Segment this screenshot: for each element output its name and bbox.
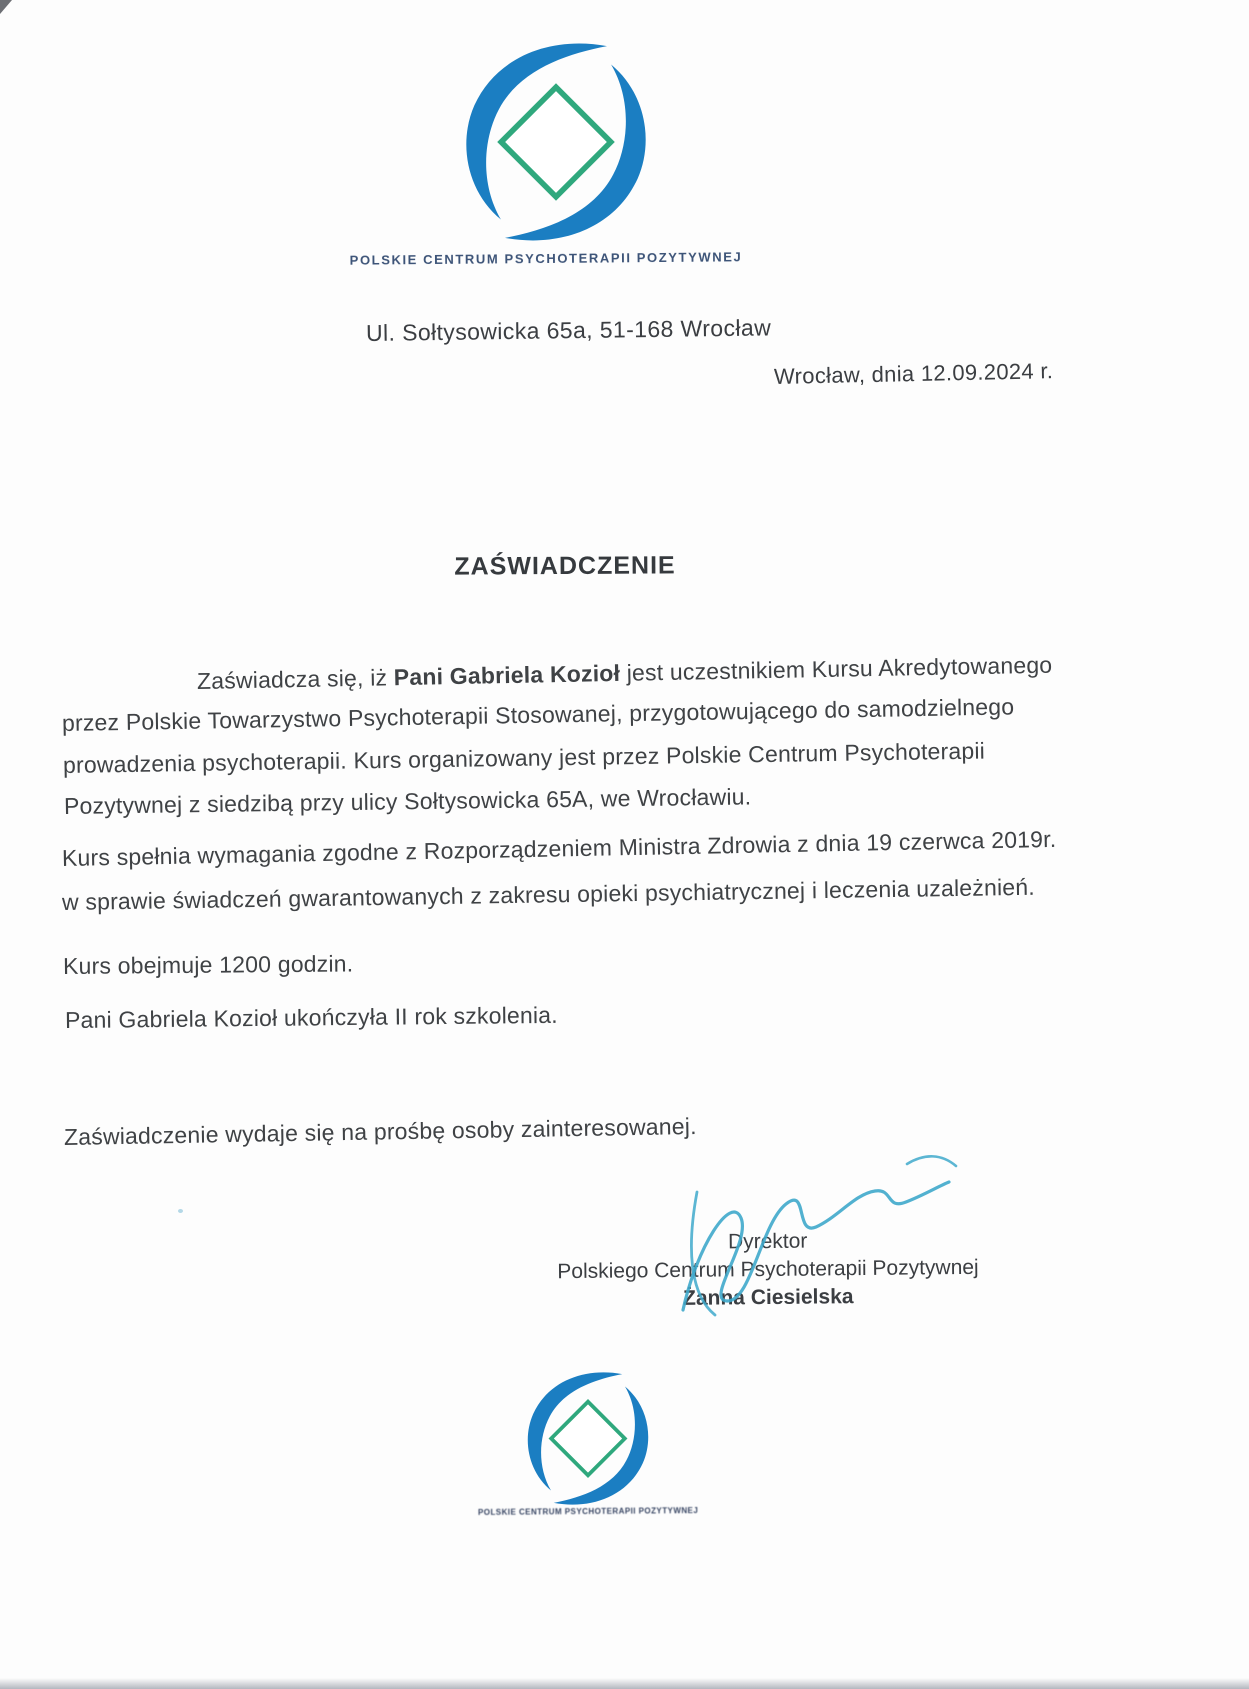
scan-bottom-edge xyxy=(0,1678,1249,1689)
signature-org: Polskiego Centrum Psychoterapii Pozytywnej xyxy=(557,1255,979,1284)
pcpp-logo-icon xyxy=(452,40,660,244)
body-line: Kurs spełnia wymagania zgodne z Rozporządzeniem Ministra Zdrowia z dnia 19 czerwca 2019r. xyxy=(61,825,1057,871)
signature-name: Żanna Ciesielska xyxy=(682,1285,854,1310)
footer-logo-caption: POLSKIE CENTRUM PSYCHOTERAPII POZYTYWNEJ xyxy=(477,1506,699,1517)
document-title: ZAŚWIADCZENIE xyxy=(454,551,676,581)
course-hours-line: Kurs obejmuje 1200 godzin. xyxy=(62,950,354,979)
participant-name: Pani Gabriela Kozioł xyxy=(393,659,621,691)
signature-role: Dyrektor xyxy=(727,1229,808,1254)
dateline: Wrocław, dnia 12.09.2024 r. xyxy=(773,358,1054,389)
p1-pre-text: Zaświadcza się, iż xyxy=(196,664,395,694)
body-line xyxy=(197,652,1053,695)
pcpp-logo-footer-icon xyxy=(518,1370,658,1507)
p1-rest-text: jest uczestnikiem Kursu Akredytowanego xyxy=(619,651,1053,686)
ink-speck xyxy=(178,1209,183,1213)
logo-caption: POLSKIE CENTRUM PSYCHOTERAPII POZYTYWNEJ xyxy=(349,249,743,268)
body-line: w sprawie świadczeń gwarantowanych z zakresu opieki psychiatrycznej i leczenia uzależnień. xyxy=(61,873,1036,915)
signature-block xyxy=(548,1226,989,1315)
body-line: prowadzenia psychoterapii. Kurs organizowany jest przez Polskie Centrum Psychoterapii xyxy=(62,737,986,778)
issuance-line: Zaświadczenie wydaje się na prośbę osoby zainteresowanej. xyxy=(63,1112,697,1150)
body-line: przez Polskie Towarzystwo Psychoterapii Stosowanej, przygotowującego do samodzielnego xyxy=(61,693,1015,736)
completion-line: Pani Gabriela Kozioł ukończyła II rok szkolenia. xyxy=(64,1001,558,1033)
address-line: Ul. Sołtysowicka 65a, 51-168 Wrocław xyxy=(365,314,772,346)
scan-corner-artifact xyxy=(0,0,12,14)
body-line: Pozytywnej z siedzibą przy ulicy Sołtysowicka 65A, we Wrocławiu. xyxy=(63,783,752,819)
